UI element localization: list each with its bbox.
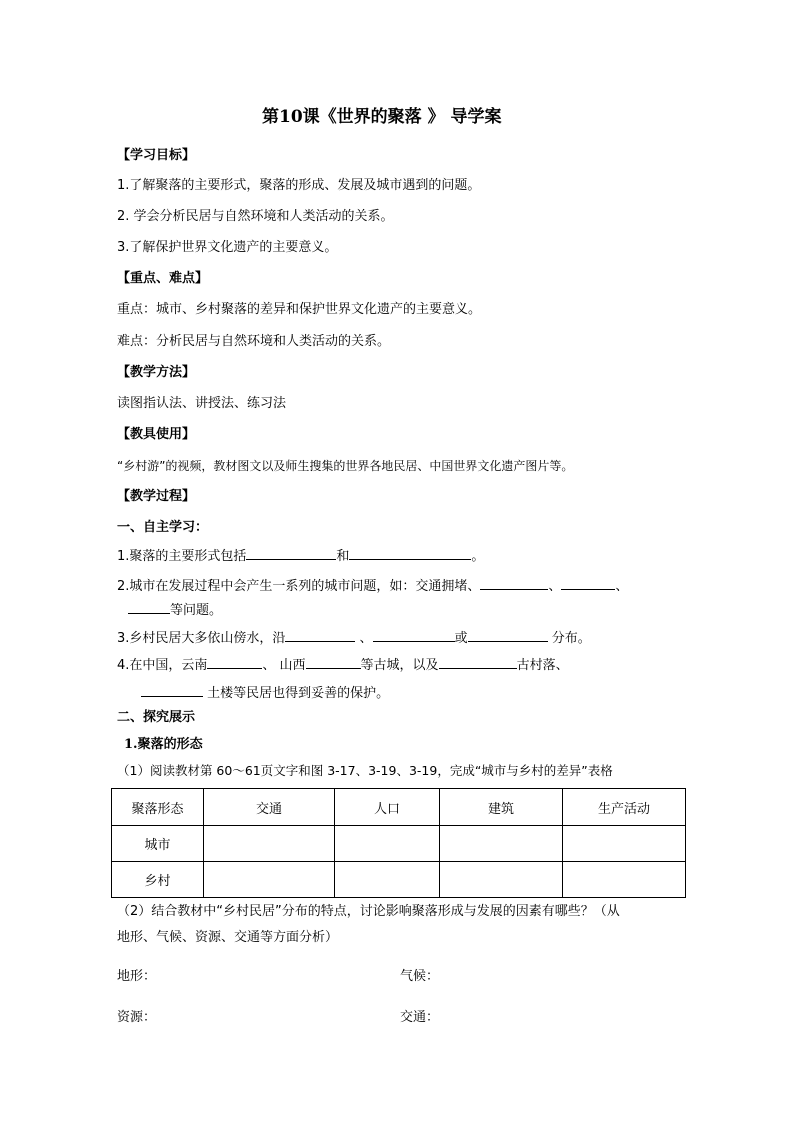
page-title: 第10课《世界的聚落 》 导学案 (262, 107, 502, 127)
instruction-2-line-1: （2）结合教材中“乡村民居”分布的特点，讨论影响聚落形成与发展的因素有哪些？（从 (117, 904, 620, 919)
answer-blank[interactable] (349, 546, 471, 560)
goal-item-2: 2. 学会分析民居与自然环境和人类活动的关系。 (117, 209, 394, 224)
table-row-label: 乡村 (112, 862, 204, 898)
table-cell[interactable] (204, 826, 335, 862)
methods-text: 读图指认法、讲授法、练习法 (117, 396, 287, 411)
table-cell[interactable] (563, 862, 686, 898)
table-row (112, 862, 686, 898)
difficulty-item: 难点：分析民居与自然环境和人类活动的关系。 (117, 334, 391, 349)
answer-blank[interactable] (207, 655, 262, 669)
factor-resources-label: 资源： (117, 1010, 157, 1025)
answer-blank[interactable] (561, 576, 615, 590)
instruction-1: （1）阅读教材第 60～61页文字和图 3-17、3-19、3-19，完成“城市与乡村的差异”表格 (117, 763, 613, 778)
table-cell[interactable] (440, 826, 563, 862)
comparison-table (111, 788, 686, 898)
table-row (112, 826, 686, 862)
table-cell[interactable] (204, 862, 335, 898)
factor-transport-label: 交通： (400, 1010, 440, 1025)
explore-heading: 二、探究展示 (117, 710, 196, 725)
question-2: 2.城市在发展过程中会产生一系列的城市问题，如：交通拥堵、 、 、 (117, 576, 628, 595)
answer-blank[interactable] (306, 655, 361, 669)
answer-blank[interactable] (128, 600, 170, 614)
question-3: 3.乡村民居大多依山傍水，沿 、 或 分布。 (117, 628, 591, 647)
goal-item-3: 3.了解保护世界文化遗产的主要意义。 (117, 240, 338, 255)
question-2-cont: 等问题。 (128, 600, 222, 619)
goal-item-1: 1.了解聚落的主要形式，聚落的形成、发展及城市遇到的问题。 (117, 178, 481, 193)
factor-climate-label: 气候： (400, 969, 440, 984)
question-1: 1.聚落的主要形式包括 和 。 (117, 546, 484, 565)
table-row-label: 城市 (112, 826, 204, 862)
table-cell[interactable] (335, 862, 440, 898)
answer-blank[interactable] (246, 546, 336, 560)
table-header-cell: 建筑 (440, 789, 563, 826)
answer-blank[interactable] (285, 628, 355, 642)
explore-sub-heading: 1.聚落的形态 (124, 737, 203, 752)
process-heading: 【教学过程】 (117, 489, 196, 504)
key-point-item: 重点：城市、乡村聚落的差异和保护世界文化遗产的主要意义。 (117, 302, 482, 317)
answer-blank[interactable] (141, 683, 203, 697)
table-header-cell: 人口 (335, 789, 440, 826)
key-points-heading: 【重点、难点】 (117, 271, 209, 286)
question-4: 4.在中国，云南 、 山西 等古城，以及 古村落、 (117, 655, 569, 674)
goals-heading: 【学习目标】 (117, 148, 196, 163)
table-cell[interactable] (440, 862, 563, 898)
tools-heading: 【教具使用】 (117, 427, 196, 442)
answer-blank[interactable] (480, 576, 548, 590)
answer-blank[interactable] (373, 628, 455, 642)
instruction-2-line-2: 地形、气候、资源、交通等方面分析） (117, 930, 339, 945)
methods-heading: 【教学方法】 (117, 365, 196, 380)
table-header-cell: 生产活动 (563, 789, 686, 826)
factor-terrain-label: 地形： (117, 969, 157, 984)
question-4-cont: 土楼等民居也得到妥善的保护。 (141, 683, 389, 702)
answer-blank[interactable] (468, 628, 548, 642)
table-cell[interactable] (563, 826, 686, 862)
table-header-cell: 交通 (204, 789, 335, 826)
table-header-row (112, 789, 686, 826)
table-cell[interactable] (335, 826, 440, 862)
table-header-cell: 聚落形态 (112, 789, 204, 826)
self-study-heading: 一、自主学习： (117, 520, 209, 535)
tools-text: “乡村游”的视频，教材图文以及师生搜集的世界各地民居、中国世界文化遗产图片等。 (117, 459, 574, 473)
answer-blank[interactable] (439, 655, 517, 669)
